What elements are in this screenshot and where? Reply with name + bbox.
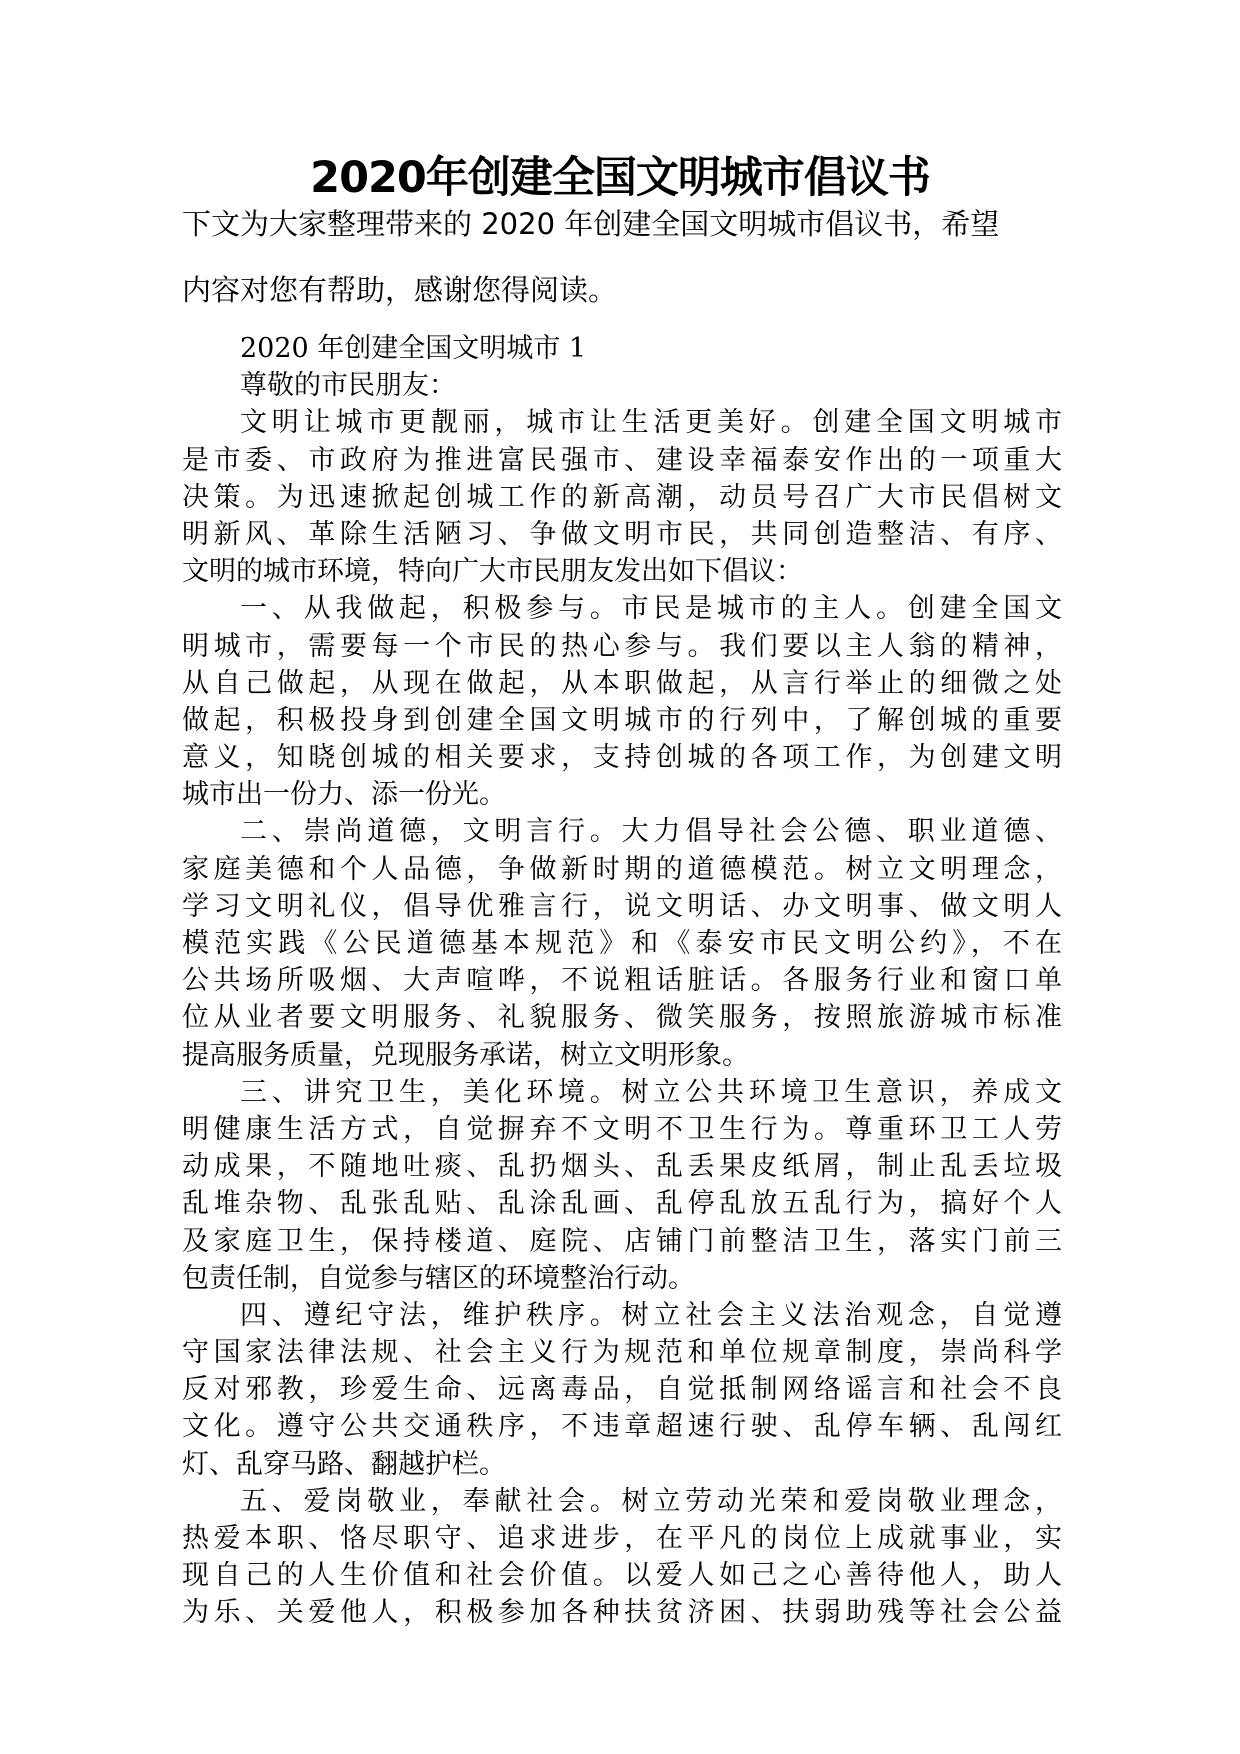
body-line: 做起，积极投身到创建全国文明城市的行列中，了解创城的重要 bbox=[182, 704, 1062, 736]
body-line: 公共场所吸烟、大声喧哗，不说粗话脏话。各服务行业和窗口单 bbox=[182, 965, 1062, 997]
intro-line: 内容对您有帮助，感谢您得阅读。 bbox=[182, 273, 618, 307]
body-line: 模范实践《公民道德基本规范》和《泰安市民文明公约》，不在 bbox=[182, 928, 1062, 959]
body-line: 明城市，需要每一个市民的热心参与。我们要以主人翁的精神， bbox=[182, 630, 1062, 662]
body-line: 现自己的人生价值和社会价值。以爱人如己之心善待他人，助人 bbox=[182, 1560, 1062, 1592]
body-line: 灯、乱穿马路、翻越护栏。 bbox=[182, 1448, 506, 1480]
document-title: 2020年创建全国文明城市倡议书 bbox=[310, 153, 930, 203]
body-line: 文明让城市更靓丽，城市让生活更美好。创建全国文明城市 bbox=[240, 407, 1062, 439]
body-line: 从自己做起，从现在做起，从本职做起，从言行举止的细微之处 bbox=[182, 667, 1062, 699]
body-line: 五、爱岗敬业，奉献社会。树立劳动光荣和爱岗敬业理念， bbox=[240, 1485, 1062, 1517]
body-line: 及家庭卫生，保持楼道、庭院、店铺门前整洁卫生，落实门前三 bbox=[182, 1225, 1062, 1257]
body-line: 乱堆杂物、乱张乱贴、乱涂乱画、乱停乱放五乱行为，搞好个人 bbox=[182, 1188, 1062, 1220]
body-line: 反对邪教，珍爱生命、远离毒品，自觉抵制网络谣言和社会不良 bbox=[182, 1374, 1062, 1406]
body-line: 意义，知晓创城的相关要求，支持创城的各项工作，为创建文明 bbox=[182, 742, 1062, 774]
body-line: 守国家法律法规、社会主义行为规范和单位规章制度，崇尚科学 bbox=[182, 1337, 1062, 1369]
body-line: 明健康生活方式，自觉摒弃不文明不卫生行为。尊重环卫工人劳 bbox=[182, 1113, 1062, 1145]
body-line: 三、讲究卫生，美化环境。树立公共环境卫生意识，养成文 bbox=[240, 1076, 1062, 1108]
body-line: 是市委、市政府为推进富民强市、建设幸福泰安作出的一项重大 bbox=[182, 444, 1062, 476]
body-line: 热爱本职、恪尽职守、追求进步，在平凡的岗位上成就事业，实 bbox=[182, 1523, 1062, 1554]
body-line: 为乐、关爱他人，积极参加各种扶贫济困、扶弱助残等社会公益 bbox=[182, 1597, 1062, 1629]
body-line: 一、从我做起，积极参与。市民是城市的主人。创建全国文 bbox=[240, 593, 1062, 625]
body-line: 决策。为迅速掀起创城工作的新高潮，动员号召广大市民倡树文 bbox=[182, 481, 1062, 513]
body-line: 动成果，不随地吐痰、乱扔烟头、乱丢果皮纸屑，制止乱丢垃圾 bbox=[182, 1151, 1062, 1183]
body-line: 提高服务质量，兑现服务承诺，树立文明形象。 bbox=[182, 1039, 749, 1071]
intro-line: 下文为大家整理带来的 2020 年创建全国文明城市倡议书，希望 bbox=[182, 207, 1000, 241]
body-line: 明新风、革除生活陋习、争做文明市民，共同创造整洁、有序、 bbox=[182, 518, 1062, 550]
body-line: 二、崇尚道德，文明言行。大力倡导社会公德、职业道德、 bbox=[240, 816, 1062, 848]
body-line: 尊敬的市民朋友： bbox=[240, 370, 456, 402]
body-line: 四、遵纪守法，维护秩序。树立社会主义法治观念，自觉遵 bbox=[240, 1299, 1062, 1331]
body-line: 文化。遵守公共交通秩序，不违章超速行驶、乱停车辆、乱闯红 bbox=[182, 1411, 1062, 1443]
body-line: 2020 年创建全国文明城市 1 bbox=[240, 333, 587, 364]
body-line: 位从业者要文明服务、礼貌服务、微笑服务，按照旅游城市标准 bbox=[182, 1002, 1062, 1034]
body-line: 包责任制，自觉参与辖区的环境整治行动。 bbox=[182, 1262, 695, 1294]
document-body bbox=[182, 330, 1062, 1632]
body-line: 学习文明礼仪，倡导优雅言行，说文明话、办文明事、做文明人 bbox=[182, 890, 1062, 922]
body-line: 文明的城市环境，特向广大市民朋友发出如下倡议： bbox=[182, 556, 803, 588]
body-line: 城市出一份力、添一份光。 bbox=[182, 779, 506, 811]
body-line: 家庭美德和个人品德，争做新时期的道德模范。树立文明理念， bbox=[182, 853, 1062, 885]
